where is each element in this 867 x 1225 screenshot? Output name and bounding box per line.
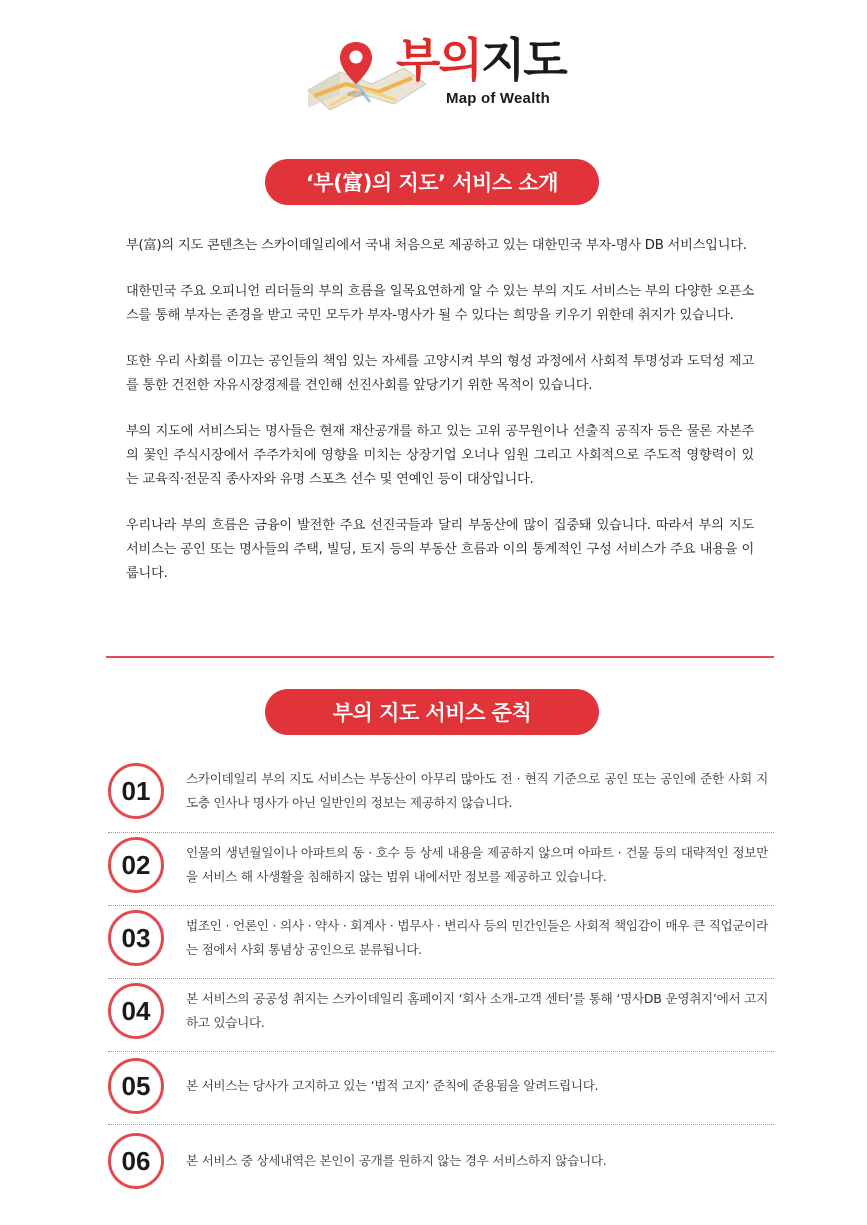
logo-subtitle: Map of Wealth: [446, 90, 550, 107]
rule-text: 본 서비스 중 상세내역은 본인이 공개를 원하지 않는 경우 서비스하지 않습니다.: [186, 1153, 607, 1168]
rule-number-badge: 06: [108, 1133, 164, 1189]
intro-paragraph: 부의 지도에 서비스되는 명사들은 현재 재산공개를 하고 있는 고위 공무원이나 선출직 공직자 등은 물론 자본주의 꽃인 주식시장에서 주주가치에 영향을 미치는 상장기업 오너나 임원 그리고 사회적으로 주도적 영향력이 있는 교육직·전문직 종사자와 유명 스포츠 선수 및 연예인 등이 대상입니다.: [126, 424, 754, 487]
map-pin-icon: [338, 40, 374, 86]
section-divider: [106, 656, 774, 658]
rule-text: 법조인 · 언론인 · 의사 · 약사 · 회계사 · 법무사 · 변리사 등의 민간인들은 사회적 책임감이 매우 큰 직업군이라는 점에서 사회 통념상 공인으로 분류됩니다.: [186, 918, 768, 957]
intro-body: [126, 234, 754, 608]
rule-number-badge: 04: [108, 983, 164, 1039]
intro-paragraph: 대한민국 주요 오피니언 리더들의 부의 흐름을 일목요연하게 알 수 있는 부의 지도 서비스는 부의 다양한 오픈소스를 통해 부자는 존경을 받고 국민 모두가 부자-명사가 될 수 있다는 희망을 키우기 위한데 취지가 있습니다.: [126, 284, 754, 323]
rule-item: [108, 1052, 774, 1125]
rule-item: [108, 833, 774, 906]
rule-item: [108, 979, 774, 1052]
intro-paragraph: 부(富)의 지도 콘텐츠는 스카이데일리에서 국내 처음으로 제공하고 있는 대한민국 부자-명사 DB 서비스입니다.: [126, 238, 747, 253]
intro-paragraph: 우리나라 부의 흐름은 금융이 발전한 주요 선진국들과 달리 부동산에 많이 집중돼 있습니다. 따라서 부의 지도 서비스는 공인 또는 명사들의 주택, 빌딩, 토지 등의 부동산 흐름과 이의 통계적인 구성 서비스가 주요 내용을 이룹니다.: [126, 518, 754, 581]
rule-item: [108, 1125, 774, 1198]
rule-item: [108, 906, 774, 979]
rule-text: 본 서비스는 당사가 고지하고 있는 ‘법적 고지’ 준칙에 준용됨을 알려드립니다.: [186, 1078, 599, 1093]
rule-number-badge: 03: [108, 910, 164, 966]
intro-paragraph: 또한 우리 사회를 이끄는 공인들의 책임 있는 자세를 고양시켜 부의 형성 과정에서 사회적 투명성과 도덕성 제고를 통한 건전한 자유시장경제를 견인해 선진사회를 앞당기기 위한 목적이 있습니다.: [126, 354, 754, 393]
rule-text: 스카이데일리 부의 지도 서비스는 부동산이 아무리 많아도 전 · 현직 기준으로 공인 또는 공인에 준한 사회 지도층 인사나 명사가 아닌 일반인의 정보는 제공하지 않습니다.: [186, 771, 768, 810]
rule-item: [108, 760, 774, 833]
rule-number-badge: 05: [108, 1058, 164, 1114]
logo: [300, 33, 570, 114]
rule-text: 본 서비스의 공공성 취지는 스카이데일리 홈페이지 ‘회사 소개-고객 센터’를 통해 ‘명사DB 운영취지’에서 고지하고 있습니다.: [186, 991, 768, 1030]
logo-title: [396, 32, 566, 88]
rule-number-badge: 02: [108, 837, 164, 893]
rules-heading: 부의 지도 서비스 준칙: [265, 689, 599, 735]
logo-title-red: 부의: [396, 33, 481, 87]
rule-text: 인물의 생년월일이나 아파트의 동 · 호수 등 상세 내용을 제공하지 않으며 아파트 · 건물 등의 대략적인 정보만을 서비스 해 사생활을 침해하지 않는 범위 내에서만 정보를 제공하고 있습니다.: [186, 845, 768, 884]
rule-number-badge: 01: [108, 763, 164, 819]
logo-title-dark: 지도: [480, 33, 566, 87]
intro-heading: ‘부(富)의 지도’ 서비스 소개: [265, 159, 599, 205]
rules-list: [108, 760, 774, 1198]
